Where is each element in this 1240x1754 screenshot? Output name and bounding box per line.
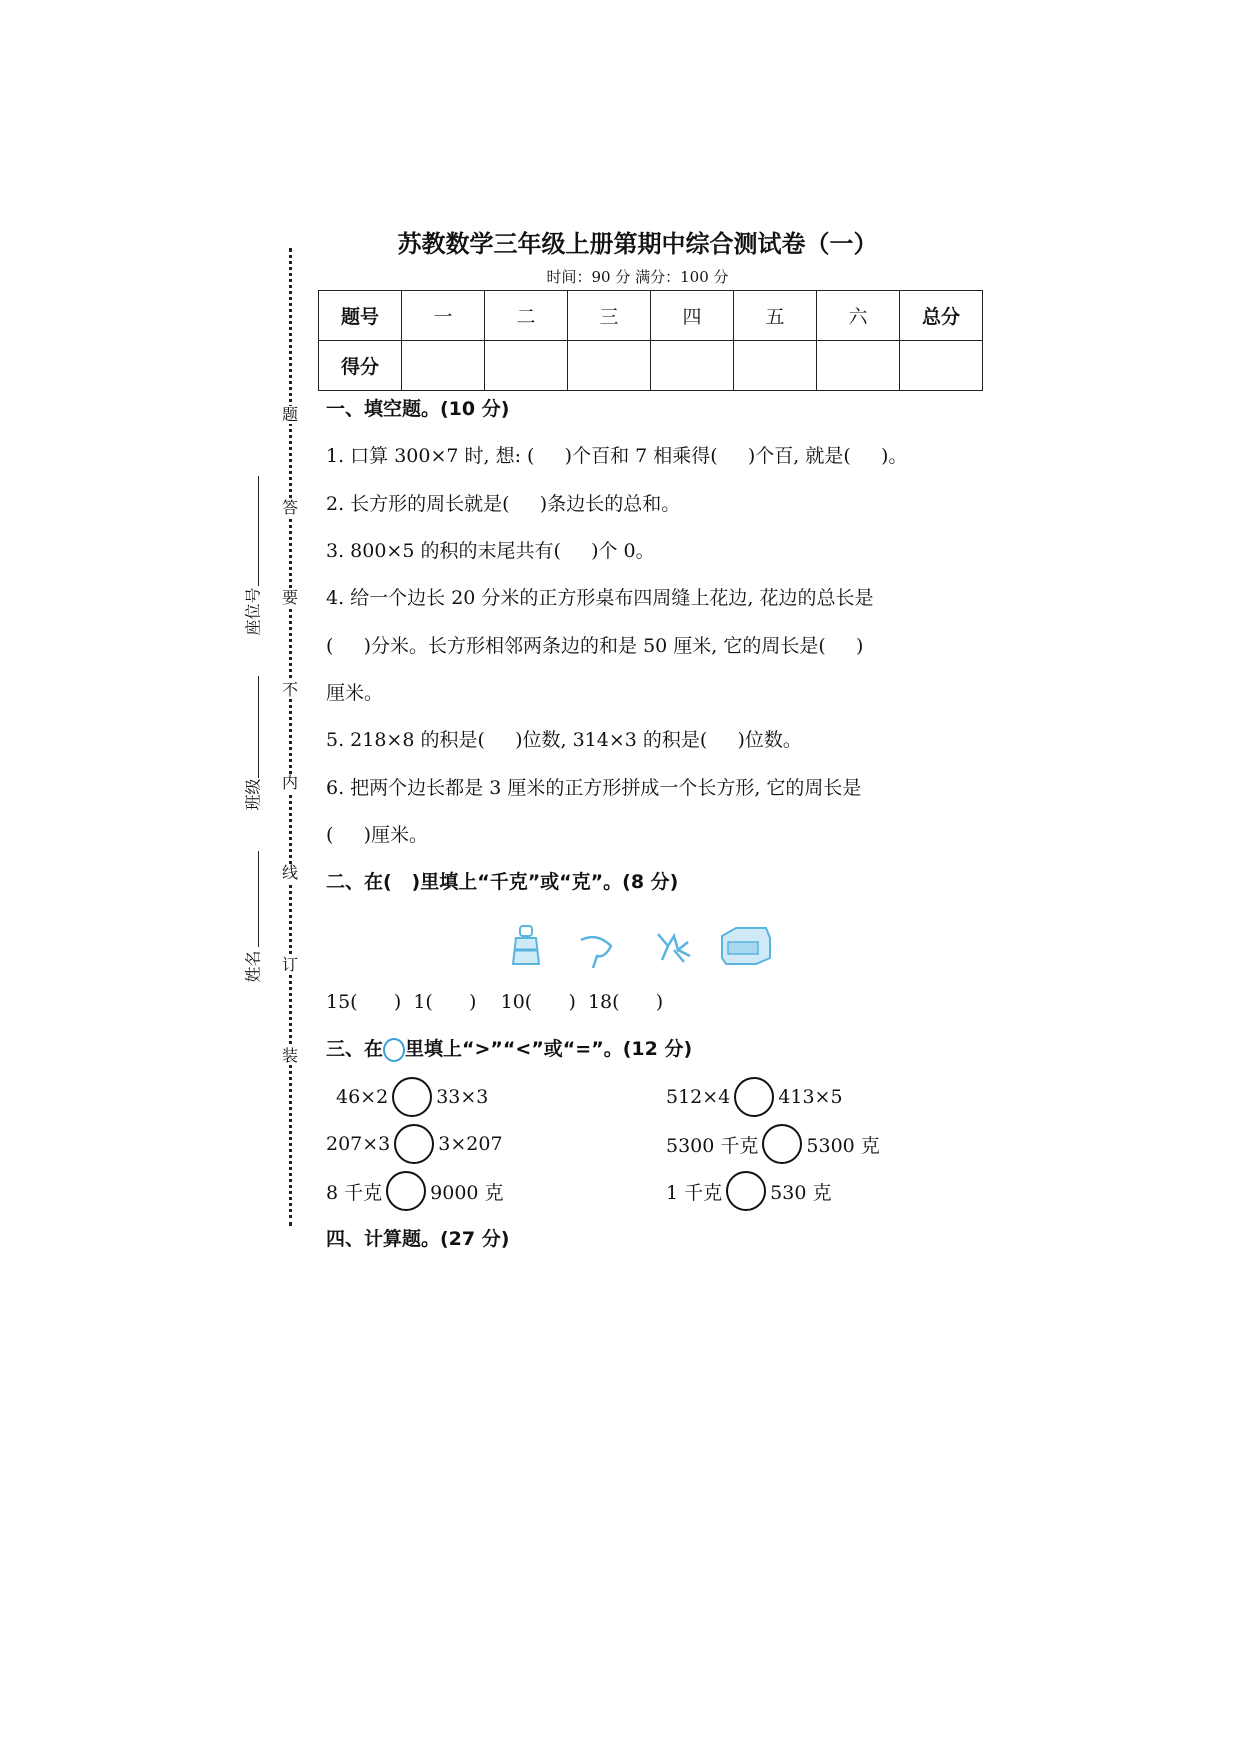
seat-number-field-line[interactable]	[258, 476, 259, 586]
score-table-score-row	[319, 341, 983, 391]
compare-left: 8 千克	[326, 1181, 383, 1204]
seat-number-label: 座位号	[243, 587, 263, 636]
circle-icon	[383, 1038, 405, 1062]
compare-left: 207×3	[326, 1133, 391, 1155]
compare-item	[666, 1077, 843, 1117]
question-line: ( )厘米。	[326, 824, 429, 846]
score-cell[interactable]	[817, 341, 900, 391]
cell-header: 六	[817, 291, 900, 341]
margin-char: 题	[279, 406, 301, 424]
exam-title: 苏教数学三年级上册第期中综合测试卷（一）	[397, 230, 878, 258]
margin-char: 内	[279, 774, 301, 792]
compare-circle[interactable]	[392, 1077, 432, 1117]
score-table	[318, 290, 983, 391]
score-cell[interactable]	[734, 341, 817, 391]
glue-bottle-icon	[502, 924, 550, 966]
compare-left: 46×2	[336, 1086, 389, 1108]
compare-left: 512×4	[666, 1086, 731, 1108]
compare-circle[interactable]	[726, 1171, 766, 1211]
cell-header: 四	[651, 291, 734, 341]
section2-heading: 二、在( )里填上“千克”或“克”。(8 分)	[326, 871, 679, 893]
margin-char: 答	[279, 499, 301, 517]
compare-right: 530 克	[770, 1181, 832, 1204]
question-line: 4. 给一个边长 20 分米的正方形桌布四周缝上花边, 花边的总长是	[326, 587, 874, 609]
compare-circle[interactable]	[762, 1124, 802, 1164]
question-line: 2. 长方形的周长就是( )条边长的总和。	[326, 493, 681, 515]
compare-item	[336, 1077, 488, 1117]
section4-heading: 四、计算题。(27 分)	[326, 1228, 510, 1250]
compare-right: 33×3	[436, 1086, 489, 1108]
question-line: ( )分米。长方形相邻两条边的和是 50 厘米, 它的周长是( )	[326, 635, 864, 657]
compare-circle[interactable]	[386, 1171, 426, 1211]
weight-unit-blanks[interactable]: 15( ) 1( ) 10( ) 18( )	[326, 991, 664, 1013]
class-label: 班级	[243, 778, 263, 811]
ginkgo-leaf-icon	[573, 930, 621, 972]
compare-item	[666, 1171, 831, 1211]
binding-dotted-line	[289, 248, 292, 1226]
cell-header: 三	[568, 291, 651, 341]
name-field-line[interactable]	[258, 851, 259, 947]
name-label: 姓名	[243, 950, 263, 983]
cell-header: 二	[485, 291, 568, 341]
section3-heading	[326, 1037, 692, 1062]
question-line: 1. 口算 300×7 时, 想: ( )个百和 7 相乘得( )个百, 就是( )。	[326, 445, 908, 467]
cell-header: 总分	[900, 291, 983, 341]
margin-char: 要	[279, 589, 301, 607]
cell-score-label: 得分	[319, 341, 402, 391]
margin-char: 装	[279, 1047, 301, 1065]
compare-right: 5300 克	[806, 1134, 880, 1157]
margin-char: 不	[279, 681, 301, 699]
score-cell[interactable]	[402, 341, 485, 391]
margin-char: 线	[279, 864, 301, 882]
score-cell[interactable]	[485, 341, 568, 391]
class-field-line[interactable]	[258, 676, 259, 778]
score-cell[interactable]	[900, 341, 983, 391]
question-line: 6. 把两个边长都是 3 厘米的正方形拼成一个长方形, 它的周长是	[326, 777, 862, 799]
mantis-icon	[650, 926, 698, 968]
question-line: 3. 800×5 的积的末尾共有( )个 0。	[326, 540, 655, 562]
question-line: 厘米。	[326, 682, 384, 704]
cell-header: 五	[734, 291, 817, 341]
section3-heading-pre: 三、在	[326, 1038, 384, 1060]
score-cell[interactable]	[568, 341, 651, 391]
compare-item	[326, 1124, 503, 1164]
score-table-header-row	[319, 291, 983, 341]
compare-right: 3×207	[438, 1133, 503, 1155]
margin-char: 订	[279, 956, 301, 974]
compare-right: 413×5	[778, 1086, 843, 1108]
exam-time-score: 时间：90 分 满分：100 分	[546, 268, 729, 286]
compare-circle[interactable]	[734, 1077, 774, 1117]
compare-right: 9000 克	[430, 1181, 504, 1204]
cell-header: 一	[402, 291, 485, 341]
compare-left: 1 千克	[666, 1181, 723, 1204]
cell-header: 题号	[319, 291, 402, 341]
sofa-icon	[718, 922, 774, 968]
section1-heading: 一、填空题。(10 分)	[326, 398, 510, 420]
compare-item	[326, 1171, 504, 1211]
section3-heading-post: 里填上“>”“<”或“=”。(12 分)	[405, 1038, 693, 1060]
question-line: 5. 218×8 的积是( )位数, 314×3 的积是( )位数。	[326, 729, 802, 751]
compare-left: 5300 千克	[666, 1134, 759, 1157]
score-cell[interactable]	[651, 341, 734, 391]
compare-circle[interactable]	[394, 1124, 434, 1164]
compare-item	[666, 1124, 880, 1164]
